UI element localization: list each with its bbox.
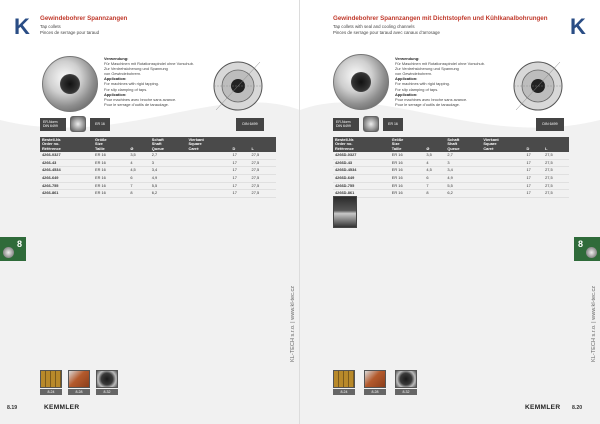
- cell-d: 17: [231, 167, 250, 175]
- website-url: KL-TECH s.r.o. | www.kl-tec.cz: [591, 285, 597, 362]
- cell-size: ER 16: [390, 152, 425, 159]
- cell-shaft: 5,5: [150, 182, 187, 190]
- cell-size: ER 16: [93, 152, 128, 159]
- right-page: [300, 0, 600, 424]
- accessory-page-ref: 8.24: [40, 389, 62, 395]
- table-header-row: [333, 137, 569, 152]
- cooling-channel-photo: [333, 196, 357, 228]
- cell-l: 27,5: [543, 167, 569, 175]
- chapter-number: 8: [16, 239, 22, 249]
- cell-l: 27,5: [250, 190, 276, 198]
- subtitle-en: Tap collets with seal and cooling channels: [333, 24, 415, 29]
- col-diameter: Ø: [128, 137, 149, 152]
- cell-square: [481, 152, 524, 159]
- col-size: Größe Size Taille: [93, 137, 128, 152]
- spec-badges: [40, 118, 110, 131]
- col-diameter: Ø: [424, 137, 445, 152]
- subtitle-en: Tap collets: [40, 24, 61, 29]
- usage-heading-fr: Application:: [104, 91, 127, 97]
- cell-square: [187, 175, 231, 183]
- collet-tray-image: [40, 370, 62, 388]
- accessory-page-ref: 8.32: [395, 389, 417, 395]
- table-header-row: [40, 137, 276, 152]
- chapter-icon: [586, 247, 597, 258]
- wrench-image: [364, 370, 386, 388]
- cell-diameter: 3,5: [128, 152, 149, 159]
- cell-square: [187, 159, 231, 167]
- accessory-wrench[interactable]: [68, 370, 90, 395]
- cell-square: [481, 167, 524, 175]
- col-shaft: Schaft Shaft Queue: [150, 137, 187, 152]
- cell-diameter: 3,5: [424, 152, 445, 159]
- cell-size: ER 16: [93, 190, 128, 198]
- cell-square: [481, 175, 524, 183]
- cell-diameter: 7: [424, 182, 445, 190]
- col-order-no: Bestell-Nr. Order no. Référence: [40, 137, 93, 152]
- usage-heading-de: Verwendung:: [395, 56, 420, 61]
- col-d: D: [524, 137, 543, 152]
- cell-shaft: 3: [445, 159, 481, 167]
- accessory-page-ref: 8.24: [333, 389, 355, 395]
- page-number: 8.19: [7, 405, 18, 411]
- cell-diameter: 4: [424, 159, 445, 167]
- cell-d: 17: [231, 175, 250, 183]
- usage-heading-en: Application:: [104, 76, 127, 82]
- accessory-page-ref: 8.28: [68, 389, 90, 395]
- cell-shaft: 4,9: [445, 175, 481, 183]
- cell-d: 17: [524, 159, 543, 167]
- cell-order-no: 4266-861: [40, 190, 93, 198]
- cell-d: 17: [231, 159, 250, 167]
- col-l: L: [543, 137, 569, 152]
- spec-table: [333, 137, 569, 198]
- collet-technical-drawing: [210, 58, 266, 114]
- usage-line: Pour le serrage d’outils de taraudage.: [395, 101, 460, 107]
- cell-square: [187, 182, 231, 190]
- accessory-nut[interactable]: [96, 370, 118, 395]
- cell-l: 27,5: [543, 159, 569, 167]
- usage-line: Für Maschinen mit Rotationsspindel ohne Vorschub.: [395, 61, 485, 67]
- usage-text: [395, 56, 505, 107]
- table-row: [333, 175, 569, 183]
- cell-shaft: 6,2: [150, 190, 187, 198]
- din-badge: DIN 6499: [536, 118, 564, 131]
- spec-badges: [333, 118, 403, 131]
- cell-diameter: 4: [128, 159, 149, 167]
- cell-order-no: 4266D-861: [333, 190, 390, 198]
- cell-order-no: 4266-0327: [40, 152, 93, 159]
- usage-line: von Gewindebohrern.: [104, 71, 142, 77]
- cell-diameter: 6: [424, 175, 445, 183]
- cell-size: ER 16: [390, 182, 425, 190]
- col-l: L: [250, 137, 276, 152]
- footer-brand: KEMMLER: [44, 404, 80, 411]
- usage-line: Für Maschinen mit Rotationsspindel ohne Vorschub.: [104, 61, 194, 67]
- accessory-tray[interactable]: [333, 370, 355, 395]
- chapter-number: 8: [578, 239, 584, 249]
- table-row: [333, 182, 569, 190]
- col-d: D: [231, 137, 250, 152]
- accessory-wrench[interactable]: [364, 370, 386, 395]
- chapter-tab[interactable]: [0, 237, 26, 261]
- cell-shaft: 3,4: [445, 167, 481, 175]
- table-row: [40, 159, 276, 167]
- cell-shaft: 4,9: [150, 175, 187, 183]
- cell-l: 27,5: [543, 190, 569, 198]
- cell-l: 27,5: [543, 182, 569, 190]
- cell-order-no: 4266D-43: [333, 159, 390, 167]
- table-row: [40, 190, 276, 198]
- brand-logo-k: K: [14, 14, 30, 39]
- col-square: Vierkant Square Carré: [187, 137, 231, 152]
- cell-order-no: 4266-4534: [40, 167, 93, 175]
- cell-order-no: 4266-43: [40, 159, 93, 167]
- cell-order-no: 4266-649: [40, 175, 93, 183]
- accessory-nut[interactable]: [395, 370, 417, 395]
- norm-badge: ER-Norm DIN 6499: [333, 118, 359, 131]
- collet-photo: [333, 54, 389, 110]
- cell-shaft: 6,2: [445, 190, 481, 198]
- table-row: [40, 167, 276, 175]
- cell-size: ER 16: [390, 167, 425, 175]
- cell-shaft: 2,7: [445, 152, 481, 159]
- cell-shaft: 2,7: [150, 152, 187, 159]
- usage-line: Pour machines avec broche sans avance.: [104, 96, 177, 102]
- col-shaft: Schaft Shaft Queue: [445, 137, 481, 152]
- norm-badge: ER-Norm DIN 6499: [40, 118, 66, 131]
- cell-d: 17: [231, 182, 250, 190]
- usage-line: For slip clamping of taps.: [395, 86, 439, 92]
- size-badge: ER 16: [383, 118, 403, 131]
- usage-line: For machines with rigid tapping.: [104, 81, 159, 87]
- cell-square: [187, 152, 231, 159]
- cell-order-no: 4266D-0327: [333, 152, 390, 159]
- usage-heading-de: Verwendung:: [104, 56, 129, 61]
- cell-order-no: 4266D-4534: [333, 167, 390, 175]
- brand-logo-k: K: [570, 14, 586, 39]
- usage-line: Pour machines avec broche sans avance.: [395, 96, 468, 102]
- collet-thumbnail: [363, 116, 379, 132]
- cell-l: 27,5: [543, 152, 569, 159]
- cell-order-no: 4266D-649: [333, 175, 390, 183]
- cell-shaft: 3: [150, 159, 187, 167]
- cell-d: 17: [524, 182, 543, 190]
- chapter-icon: [3, 247, 14, 258]
- cell-l: 27,5: [250, 159, 276, 167]
- table-row: [333, 167, 569, 175]
- cell-l: 27,5: [250, 167, 276, 175]
- cell-d: 17: [231, 190, 250, 198]
- cell-square: [481, 159, 524, 167]
- chapter-tab[interactable]: [574, 237, 600, 261]
- cell-d: 17: [231, 152, 250, 159]
- cell-diameter: 6: [128, 175, 149, 183]
- cell-order-no: 4266-755: [40, 182, 93, 190]
- cell-diameter: 8: [424, 190, 445, 198]
- clamping-nut-image: [395, 370, 417, 388]
- cell-diameter: 7: [128, 182, 149, 190]
- collet-technical-drawing: [510, 58, 566, 114]
- usage-text: [104, 56, 214, 107]
- cell-l: 27,5: [250, 182, 276, 190]
- footer-brand: KEMMLER: [525, 404, 561, 411]
- size-badge: ER 16: [90, 118, 110, 131]
- cell-square: [187, 167, 231, 175]
- accessory-page-ref: 8.28: [364, 389, 386, 395]
- cell-size: ER 16: [390, 175, 425, 183]
- usage-line: For machines with rigid tapping.: [395, 81, 450, 87]
- usage-line: For slip clamping of taps.: [104, 86, 148, 92]
- cell-order-no: 4266D-755: [333, 182, 390, 190]
- cell-shaft: 5,5: [445, 182, 481, 190]
- page-title: Gewindebohrer Spannzangen: [40, 15, 128, 22]
- usage-line: Zur Verdrehsicherung und Spannung: [395, 66, 459, 72]
- cell-l: 27,5: [250, 152, 276, 159]
- table-row: [40, 182, 276, 190]
- table-row: [40, 152, 276, 159]
- usage-line: Zur Verdrehsicherung und Spannung: [104, 66, 168, 72]
- cell-size: ER 16: [93, 167, 128, 175]
- din-badge: DIN 6499: [236, 118, 264, 131]
- cell-d: 17: [524, 167, 543, 175]
- cell-diameter: 8: [128, 190, 149, 198]
- table-row: [333, 152, 569, 159]
- cell-size: ER 16: [93, 182, 128, 190]
- cell-d: 17: [524, 152, 543, 159]
- collet-thumbnail: [70, 116, 86, 132]
- subtitle-fr: Pinces de serrage pour taraud: [40, 30, 100, 35]
- cell-d: 17: [524, 190, 543, 198]
- cell-shaft: 3,4: [150, 167, 187, 175]
- subtitle-fr: Pinces de serrage pour taraud avec canaux d’arrosage: [333, 30, 440, 35]
- cell-l: 27,5: [543, 175, 569, 183]
- usage-heading-fr: Application:: [395, 91, 418, 97]
- table-row: [40, 175, 276, 183]
- page-number: 8.20: [572, 405, 583, 411]
- cell-d: 17: [524, 175, 543, 183]
- collet-photo: [42, 56, 98, 112]
- usage-line: von Gewindebohrern.: [395, 71, 433, 77]
- cell-size: ER 16: [390, 190, 425, 198]
- cell-square: [481, 190, 524, 198]
- usage-line: Pour le serrage d’outils de taraudage.: [104, 101, 169, 107]
- col-size: Größe Size Taille: [390, 137, 425, 152]
- table-row: [333, 190, 569, 198]
- accessory-tray[interactable]: [40, 370, 62, 395]
- cell-size: ER 16: [390, 159, 425, 167]
- cell-square: [481, 182, 524, 190]
- accessory-page-ref: 8.32: [96, 389, 118, 395]
- clamping-nut-image: [96, 370, 118, 388]
- page-title: Gewindebohrer Spannzangen mit Dichtstopfen und Kühlkanalbohrungen: [333, 15, 548, 22]
- usage-heading-en: Application:: [395, 76, 418, 82]
- table-row: [333, 159, 569, 167]
- cell-size: ER 16: [93, 175, 128, 183]
- cell-size: ER 16: [93, 159, 128, 167]
- collet-tray-image: [333, 370, 355, 388]
- col-square: Vierkant Square Carré: [481, 137, 524, 152]
- wrench-image: [68, 370, 90, 388]
- spec-table: [40, 137, 276, 198]
- cell-diameter: 4,5: [128, 167, 149, 175]
- website-url: KL-TECH s.r.o. | www.kl-tec.cz: [290, 285, 296, 362]
- cell-square: [187, 190, 231, 198]
- cell-l: 27,5: [250, 175, 276, 183]
- col-order-no: Bestell-Nr. Order no. Référence: [333, 137, 390, 152]
- cell-diameter: 4,5: [424, 167, 445, 175]
